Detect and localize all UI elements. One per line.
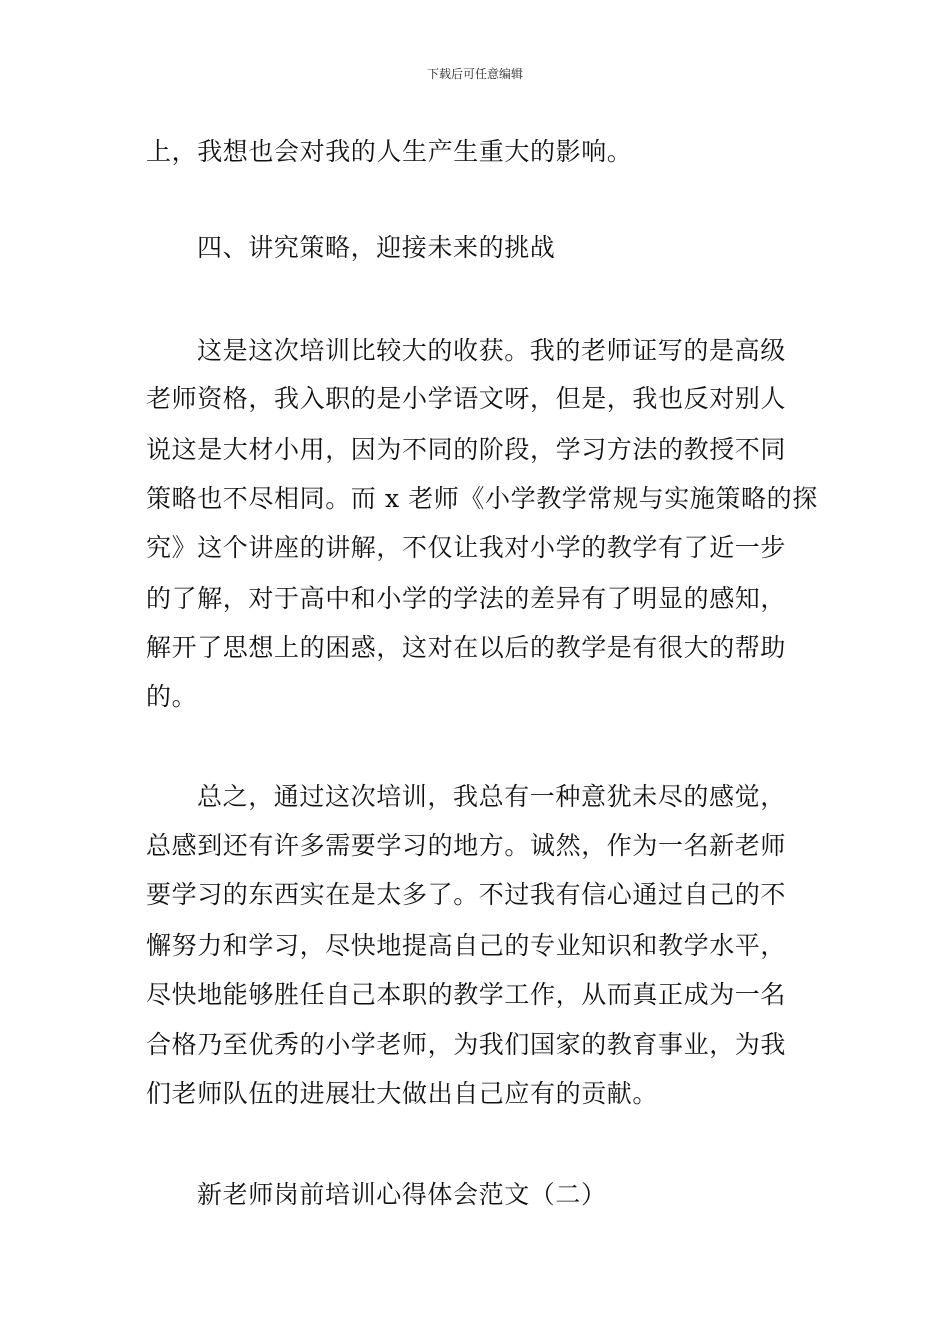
paragraph-line: 的。 [146,682,198,711]
paragraph-line: 总感到还有许多需要学习的地方。诚然，作为一名新老师 [146,831,787,860]
next-article-title: 新老师岗前培训心得体会范文（二） [197,1180,607,1209]
paragraph-line: 究》这个讲座的讲解，不仅让我对小学的教学有了近一步 [146,533,787,562]
paragraph-line: 老师资格，我入职的是小学语文呀，但是，我也反对别人 [146,384,787,413]
paragraph-line: 总之，通过这次培训，我总有一种意犹未尽的感觉， [197,782,786,811]
paragraph-line: 尽快地能够胜任自己本职的教学工作，从而真正成为一名 [146,980,787,1009]
carryover-line: 上，我想也会对我的人生产生重大的影响。 [146,137,633,166]
paragraph-line: 这是这次培训比较大的收获。我的老师证写的是高级 [197,336,786,365]
paragraph-line: 们老师队伍的进展壮大做出自己应有的贡献。 [146,1079,659,1108]
section-heading: 四、讲究策略，迎接未来的挑战 [197,233,556,262]
page-header-note: 下载后可任意编辑 [426,67,523,81]
paragraph-line: 懈努力和学习，尽快地提高自己的专业知识和教学水平， [146,931,787,960]
paragraph-line: 解开了思想上的困惑，这对在以后的教学是有很大的帮助 [146,633,787,662]
paragraph-line: 说这是大材小用，因为不同的阶段，学习方法的教授不同 [146,435,787,464]
paragraph-line: 策略也不尽相同。而 x 老师《小学教学常规与实施策略的探 [146,484,818,513]
paragraph-line: 合格乃至优秀的小学老师，为我们国家的教育事业，为我 [146,1030,787,1059]
paragraph-line: 要学习的东西实在是太多了。不过我有信心通过自己的不 [146,880,787,909]
paragraph-line: 的了解，对于高中和小学的学法的差异有了明显的感知， [146,584,787,613]
